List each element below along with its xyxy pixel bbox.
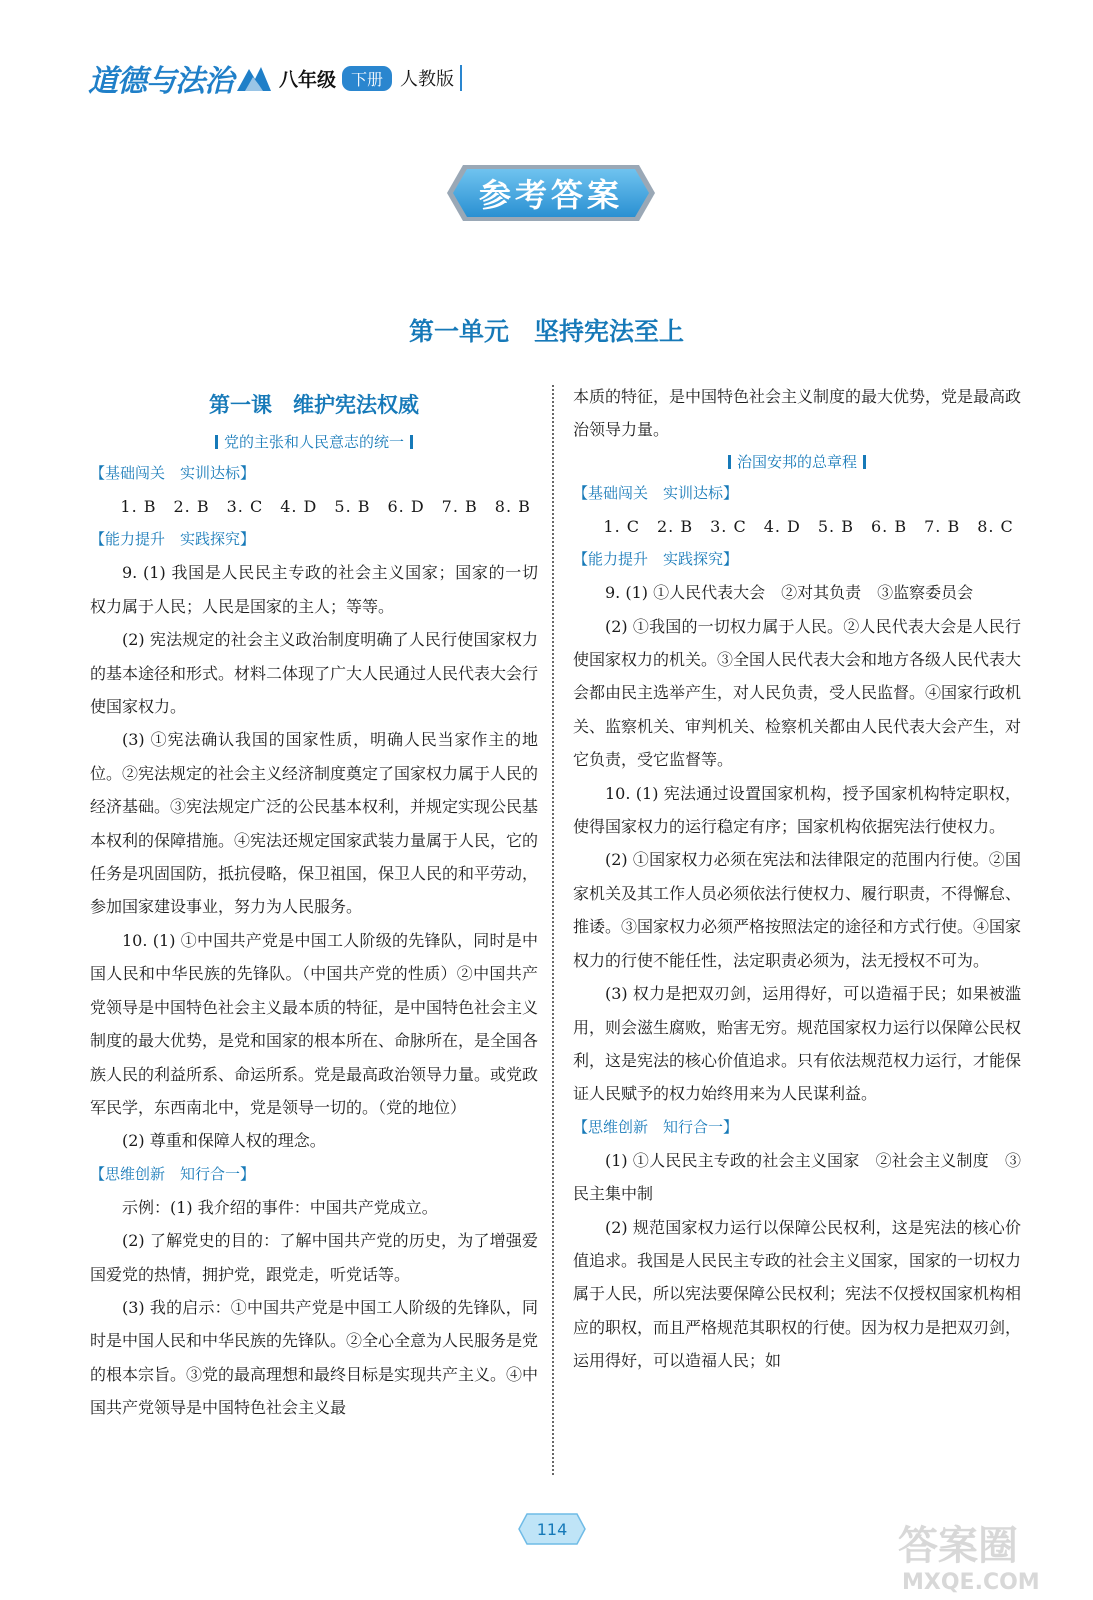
multiple-choice-answers: 1. C 2. B 3. C 4. D 5. B 6. B 7. B 8. C — [603, 516, 1014, 536]
answer-paragraph: (2) 规范国家权力运行以保障公民权利，这是宪法的核心价值追求。我国是人民民主专政的社会主义国家，国家的一切权力属于人民，所以宪法要保障公民权利；宪法不仅授权国家机构相应的职权，而且严格规范其职权的行使。因为权力是把双刃剑，运用得好，可以造福人民；如 — [573, 1217, 1022, 1371]
brand-title: 道德与法治 — [88, 64, 233, 99]
subsection-heading — [90, 427, 538, 457]
watermark — [892, 1515, 1082, 1595]
bar-marker — [728, 455, 731, 469]
bar-marker — [410, 435, 413, 449]
volume-badge: 下册 — [342, 66, 392, 91]
lesson-title: 第一课 维护宪法权威 — [209, 392, 419, 417]
column-divider — [552, 385, 554, 1475]
section-tag: 【基础闯关 实训达标】 — [573, 483, 739, 502]
banner-title: 参考答案 — [478, 176, 623, 214]
section-tag: 【思维创新 知行合一】 — [573, 1117, 739, 1136]
answer-paragraph: 示例：(1) 我介绍的事件：中国共产党成立。 — [122, 1197, 438, 1217]
unit-title: 第一单元 坚持宪法至上 — [408, 317, 684, 346]
answer-paragraph: (2) 尊重和保障人权的理念。 — [122, 1131, 326, 1151]
svg-text:MXQE.COM: MXQE.COM — [902, 1570, 1040, 1595]
answer-paragraph: 10. (1) 宪法通过设置国家机构，授予国家机构特定职权，使得国家权力的运行稳定有序；国家机构依据宪法行使权力。 — [573, 783, 1021, 837]
continued-paragraph: 本质的特征，是中国特色社会主义制度的最大优势，党是最高政治领导力量。 — [573, 387, 1022, 440]
answer-paragraph: (1) ①人民民主专政的社会主义国家 ②社会主义制度 ③民主集中制 — [573, 1150, 1021, 1204]
mountain-logo-icon — [235, 63, 273, 93]
section-tag: 【思维创新 知行合一】 — [90, 1164, 256, 1183]
subsection-text: 治国安邦的总章程 — [736, 452, 857, 471]
answer-paragraph: (2) 宪法规定的社会主义政治制度明确了人民行使国家权力的基本途径和形式。材料二体现了广大人民通过人民代表大会行使国家权力。 — [90, 630, 539, 717]
subsection-heading — [573, 447, 1021, 477]
answer-paragraph: 10. (1) ①中国共产党是中国工人阶级的先锋队，同时是中国人民和中华民族的先锋队。（中国共产党的性质）②中国共产党领导是中国特色社会主义最本质的特征，是中国特色社会主义制度的最大优势，是党和国家的根本所在、命脉所在，是全国各族人民的利益所系、命运所系。党是最高政治领导力量。或党政军民学，东西南北中，党是领导一切的。（党的地位） — [90, 930, 539, 1117]
right-column — [573, 380, 1021, 1378]
grade-label: 八年级 — [279, 68, 337, 91]
edition-label: 人教版 — [400, 65, 462, 91]
bar-marker — [863, 455, 866, 469]
section-tag: 【能力提升 实践探究】 — [573, 550, 739, 569]
left-column — [90, 385, 538, 1425]
answer-paragraph: (3) 权力是把双刃剑，运用得好，可以造福于民；如果被滥用，则会滋生腐败，贻害无穷。规范国家权力运行以保障公民权利，这是宪法的核心价值追求。只有依法规范权力运行，才能保证人民赋予的权力始终用来为人民谋利益。 — [573, 984, 1022, 1104]
multiple-choice-answers: 1. B 2. B 3. C 4. D 5. B 6. D 7. B 8. B — [120, 497, 531, 516]
answer-paragraph: (2) ①我国的一切权力属于人民。②人民代表大会是人民行使国家权力的机关。③全国人民代表大会和地方各级人民代表大会都由民主选举产生，对人民负责，受人民监督。④国家行政机关、监察机关、审判机关、检察机关都由人民代表大会产生，对它负责，受它监督等。 — [573, 616, 1022, 770]
answer-key-banner — [445, 163, 657, 223]
page-number — [517, 1512, 587, 1546]
answer-paragraph: (3) 我的启示：①中国共产党是中国工人阶级的先锋队，同时是中国人民和中华民族的先锋队。②全心全意为人民服务是党的根本宗旨。③党的最高理想和最终目标是实现共产主义。④中国共产党领导是中国特色社会主义最 — [90, 1297, 539, 1418]
watermark-logo-icon — [892, 1515, 1082, 1595]
page-number-text: 114 — [536, 1519, 568, 1539]
answer-paragraph: 9. (1) ①人民代表大会 ②对其负责 ③监察委员会 — [605, 583, 974, 603]
answer-paragraph: (3) ①宪法确认我国的国家性质，明确人民当家作主的地位。②宪法规定的社会主义经济制度奠定了国家权力属于人民的经济基础。③宪法规定广泛的公民基本权利，并规定实现公民基本权利的保障措施。④宪法还规定国家武装力量属于人民，它的任务是巩固国防，抵抗侵略，保卫祖国，保卫人民的和平劳动，参加国家建设事业，努力为人民服务。 — [90, 730, 539, 917]
section-tag: 【基础闯关 实训达标】 — [90, 464, 256, 482]
section-tag: 【能力提升 实践探究】 — [90, 530, 256, 549]
bar-marker — [215, 435, 218, 449]
answer-paragraph: (2) ①国家权力必须在宪法和法律限定的范围内行使。②国家机关及其工作人员必须依法行使权力、履行职责，不得懈怠、推诿。③国家权力必须严格按照法定的途径和方式行使。④国家权力的行使不能任性，法定职责必须为，法无授权不可为。 — [573, 850, 1022, 970]
svg-text:答案圈: 答案圈 — [898, 1523, 1018, 1569]
book-header — [88, 58, 462, 98]
subsection-text: 党的主张和人民意志的统一 — [223, 433, 404, 451]
answer-paragraph: 9. (1) 我国是人民民主专政的社会主义国家；国家的一切权力属于人民；人民是国家的主人；等等。 — [90, 563, 538, 616]
answer-paragraph: (2) 了解党史的目的：了解中国共产党的历史，为了增强爱国爱党的热情，拥护党，跟党走，听党话等。 — [90, 1231, 538, 1284]
